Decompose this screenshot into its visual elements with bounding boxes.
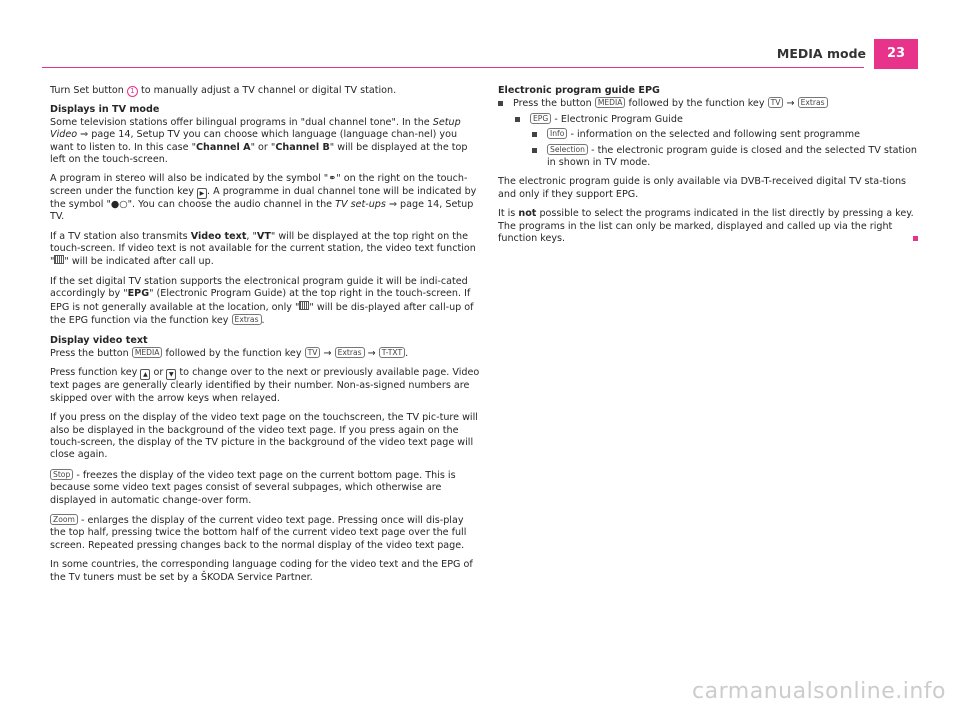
epg-key: EPG bbox=[530, 113, 551, 124]
extras-key: Extras bbox=[335, 347, 365, 358]
media-key: MEDIA bbox=[132, 347, 163, 358]
subheading-epg: Electronic program guide EPG bbox=[498, 85, 660, 96]
bullet-icon bbox=[532, 148, 537, 153]
section-title: MEDIA mode bbox=[776, 45, 866, 61]
list-item: Press the button MEDIA followed by the function key TV → Extras bbox=[498, 97, 918, 110]
paragraph: In some countries, the corresponding language coding for the video text and the EPG of the Tv tuners must be set by a ŠKODA Service Partner. bbox=[50, 559, 473, 583]
teletext-icon bbox=[54, 255, 64, 264]
paragraph: If the set digital TV station supports the electronical program guide it will be indi-cated accordingly by "EPG" (Electronic Program Guide) at the top right in the touch-screen. If EPG is not generally available at the location, only " " will be dis-played after call-up of the EPG function via the function key Extras . bbox=[50, 275, 474, 327]
bullet-icon bbox=[532, 132, 537, 137]
tv-key: TV bbox=[768, 97, 784, 108]
paragraph: A program in stereo will also be indicated by the symbol "⚭" on the right on the touch-screen under the function key ▶ . A programme in dual channel tone will be indicated by the symbol "●○". You can choose the audio channel in the TV set-ups ⇒ page 14, Setup TV. bbox=[50, 173, 477, 223]
header-rule bbox=[42, 67, 864, 68]
paragraph: Stop - freezes the display of the video text page on the current bottom page. This is because some video text pages consist of several subpages, which otherwise are displayed in automatic change-over form. bbox=[50, 469, 456, 506]
paragraph: Press function key ▲ or ▼ to change over to the next or previously available page. Video text pages are generally clearly identified by their number. Non-as-signed numbers are skipped over with the arrow keys when relayed. bbox=[50, 367, 480, 404]
bullet-icon bbox=[498, 101, 503, 106]
arrow-down-key-icon: ▼ bbox=[166, 369, 176, 380]
extras-key: Extras bbox=[798, 97, 828, 108]
right-column bbox=[498, 85, 918, 252]
tv-key: TV bbox=[305, 347, 321, 358]
teletext-icon bbox=[299, 301, 309, 310]
paragraph: Press the button MEDIA followed by the function key TV → Extras → T-TXT . bbox=[50, 347, 409, 359]
list-item: EPG - Electronic Program Guide bbox=[498, 113, 918, 126]
section-end-icon bbox=[913, 236, 918, 241]
list-item: Info - information on the selected and following sent programme bbox=[498, 128, 918, 141]
bullet-icon bbox=[515, 117, 520, 122]
zoom-key: Zoom bbox=[50, 514, 78, 525]
arrow-up-key-icon: ▲ bbox=[140, 369, 150, 380]
paragraph: If you press on the display of the video text page on the touchscreen, the TV pic-ture will also be displayed in the background of the video text page. If you press again on the touch-screen, the display of the TV picture in the background of the video text page will close again. bbox=[50, 412, 478, 461]
selection-key: Selection bbox=[547, 144, 588, 155]
left-column bbox=[50, 85, 480, 591]
page-header bbox=[777, 39, 918, 69]
paragraph: It is not possible to select the programs indicated in the list directly by pressing a key. The programs in the list can only be marked, displayed and called up via the right function keys. bbox=[498, 208, 918, 245]
paragraph: If a TV station also transmits Video text, "VT" will be displayed at the top right on the touch-screen. If video text is not available for the current station, the video text function " " will be indicated after call up. bbox=[50, 230, 476, 268]
paragraph: Turn Set button 1 to manually adjust a TV channel or digital TV station. bbox=[50, 85, 397, 96]
paragraph: Some television stations offer bilingual programs in "dual channel tone". In the Setup Video ⇒ page 14, Setup TV you can choose which language (language chan-nel) you want to listen to. In this case "Channel A" or "Channel B" will be displayed at the top left on the touch-screen. bbox=[50, 116, 468, 166]
media-key: MEDIA bbox=[595, 97, 626, 108]
subheading-video-text: Display video text bbox=[50, 334, 148, 346]
callout-one-icon: 1 bbox=[127, 86, 138, 97]
list-item: Selection - the electronic program guide is closed and the selected TV station in shown in TV mode. bbox=[498, 144, 918, 170]
stop-key: Stop bbox=[50, 469, 73, 480]
paragraph: Zoom - enlarges the display of the current video text page. Pressing once will dis-play the top half, pressing twice the bottom half of the current video text page over the full screen. Repeated pressing changes back to the normal display of the video text page. bbox=[50, 514, 467, 551]
ttxt-key: T-TXT bbox=[379, 347, 405, 358]
page-number: 23 bbox=[874, 39, 918, 69]
play-key-icon: ▶ bbox=[197, 188, 207, 199]
info-key: Info bbox=[547, 128, 567, 139]
watermark: carmanualsonline.info bbox=[692, 678, 946, 704]
paragraph: The electronic program guide is only available via DVB-T-received digital TV sta-tions and only if they support EPG. bbox=[498, 176, 907, 200]
extras-key: Extras bbox=[232, 314, 262, 325]
subheading-displays: Displays in TV mode bbox=[50, 104, 160, 116]
